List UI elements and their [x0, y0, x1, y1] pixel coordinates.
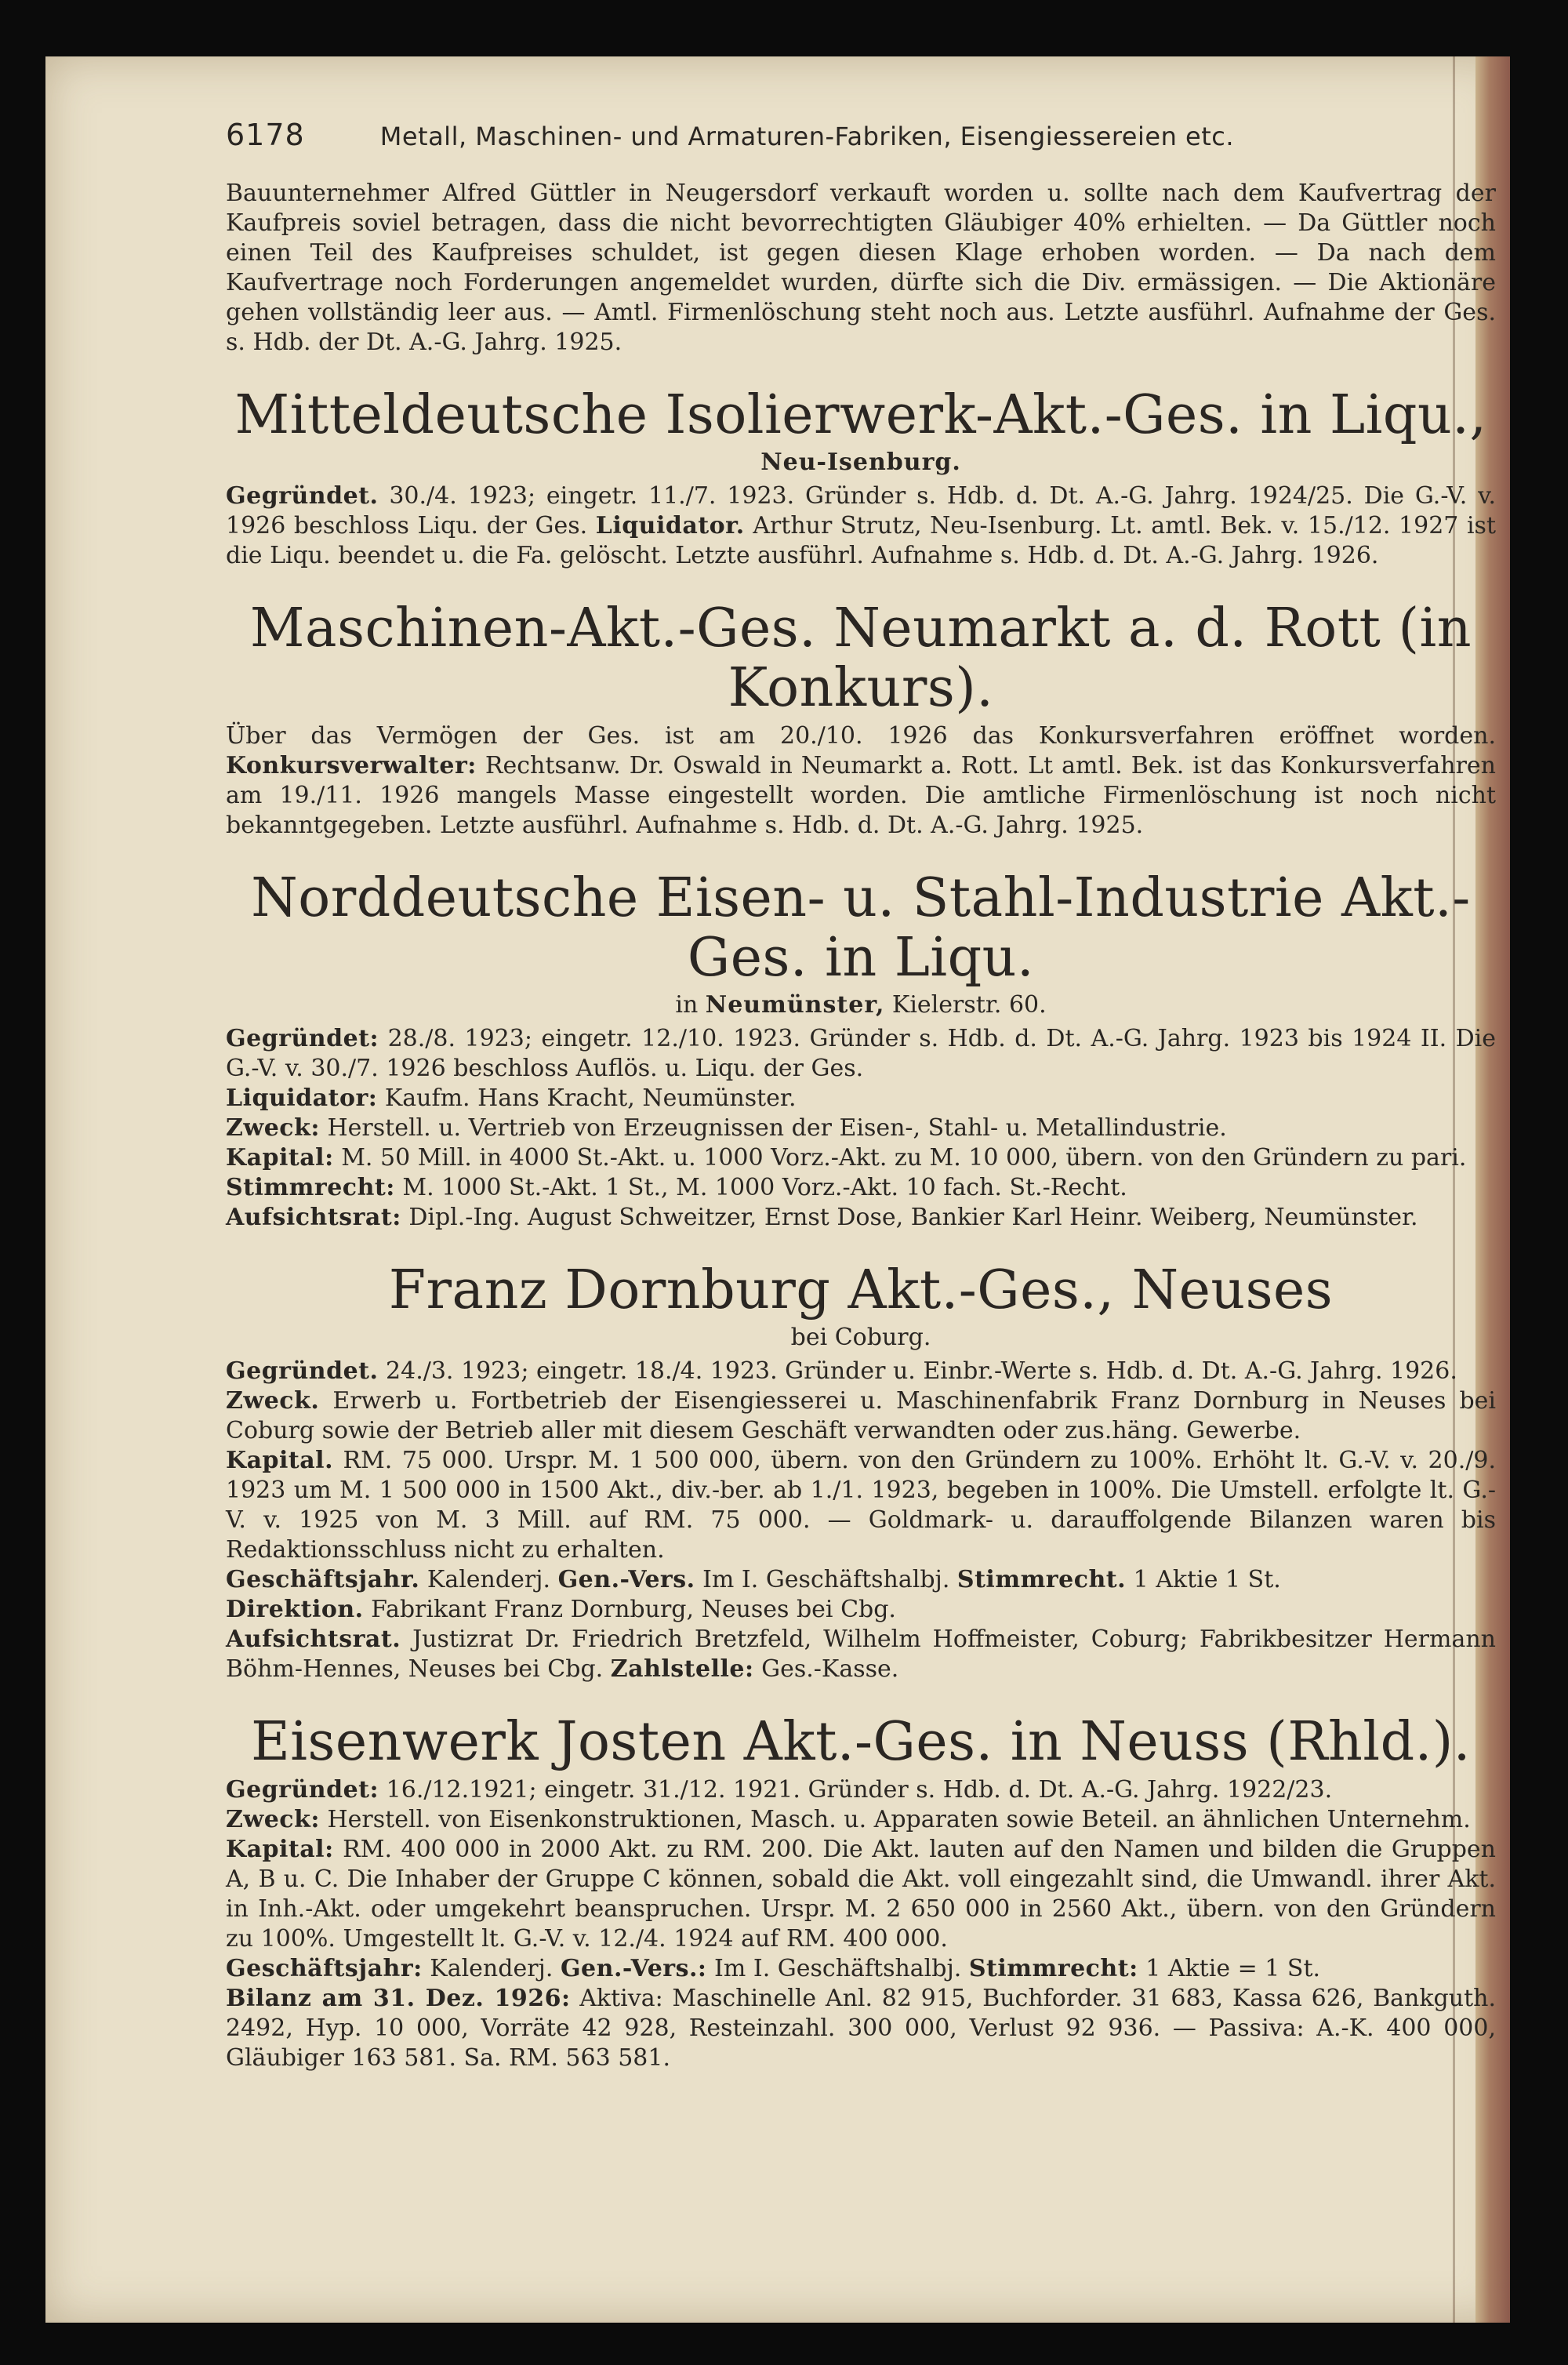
entry-heading-norddeutsche: Norddeutsche Eisen- u. Stahl-Industrie Akt.-Ges. in Liqu.: [251, 867, 1471, 989]
location-prefix: in: [675, 991, 706, 1019]
field-text: 30./4. 1923; eingetr. 11./7. 1923. Gründer s. Hdb. d. Dt. A.-G. Jahrg. 1924/25. Die G.-V. v. 1926 beschloss Liqu. der Ges.: [226, 482, 1496, 539]
field-label: Geschäftsjahr:: [226, 1955, 423, 1982]
running-title: Metall, Maschinen- und Armaturen-Fabriken, Eisengiessereien etc.: [379, 122, 1235, 151]
field-text: Kaufm. Hans Kracht, Neumünster.: [377, 1084, 797, 1112]
entry-heading-dornburg: Franz Dornburg Akt.-Ges., Neuses: [388, 1259, 1334, 1321]
field-label: Zweck:: [226, 1114, 320, 1142]
field-label: Zweck:: [226, 1806, 320, 1833]
field-text: RM. 75 000. Urspr. M. 1 500 000, übern. von den Gründern zu 100%. Erhöht lt. G.-V. v. 20./9. 1923 um M. 1 500 000 in 1500 Akt., div.-ber. ab 1./1. 1923, begeben in 100%. Die Umstell. erfolgte lt. G.-V. v. 1925 von M. 3 Mill. auf RM. 75 000. — Goldmark- u. darauffolgende Bilanzen waren bis Redaktionsschluss nicht zu erhalten.: [226, 1447, 1496, 1564]
field-text: Justizrat Dr. Friedrich Bretzfeld, Wilhelm Hoffmeister, Coburg; Fabrikbesitzer Hermann Böhm-Hennes, Neuses bei Cbg.: [226, 1626, 1496, 1683]
entry-paragraph: [226, 1143, 1496, 1173]
field-text: Kalenderj.: [419, 1566, 558, 1593]
entry-paragraph: [226, 1805, 1496, 1835]
location-suffix: Kielerstr. 60.: [884, 991, 1047, 1019]
field-label: Zahlstelle:: [610, 1655, 754, 1683]
entry-location: bei Coburg.: [790, 1324, 931, 1351]
field-label: Gen.-Vers.: [557, 1566, 695, 1593]
page-content: [226, 118, 1496, 2073]
field-text: Herstell. u. Vertrieb von Erzeugnissen der Eisen-, Stahl- u. Metallindustrie.: [319, 1114, 1227, 1142]
field-label: Aufsichtsrat.: [226, 1626, 401, 1653]
entry-paragraph: [226, 1595, 1496, 1625]
entry-heading-maschinen: Maschinen-Akt.-Ges. Neumarkt a. d. Rott (in Konkurs).: [249, 598, 1472, 719]
entry-paragraph: [226, 1203, 1496, 1233]
field-text: Herstell. von Eisenkonstruktionen, Masch. u. Apparaten sowie Beteil. an ähnlichen Unternehm.: [319, 1806, 1471, 1833]
entry-paragraph: [226, 1625, 1496, 1684]
field-label: Aufsichtsrat:: [226, 1204, 401, 1231]
field-label: Gegründet:: [226, 1776, 379, 1804]
field-text: Über das Vermögen der Ges. ist am 20./10. 1926 das Konkursverfahren eröffnet worden.: [226, 722, 1496, 750]
field-label: Kapital:: [226, 1144, 334, 1172]
entry-paragraph: [226, 1984, 1496, 2073]
field-label: Stimmrecht:: [968, 1955, 1138, 1982]
field-label: Direktion.: [226, 1596, 364, 1623]
field-text: 1 Aktie 1 St.: [1126, 1566, 1281, 1593]
entry-paragraph: [226, 1954, 1496, 1984]
field-text: Kalenderj.: [422, 1955, 561, 1982]
field-text: Fabrikant Franz Dornburg, Neuses bei Cbg.: [363, 1596, 896, 1623]
field-text: Erwerb u. Fortbetrieb der Eisengiesserei u. Maschinenfabrik Franz Dornburg in Neuses bei Coburg sowie der Betrieb aller mit diesem Geschäft verwandten oder zus.häng. Gewerbe.: [226, 1387, 1496, 1444]
field-label: Kapital.: [226, 1447, 334, 1474]
field-text: Arthur Strutz, Neu-Isenburg. Lt. amtl. Bek. v. 15./12. 1927 ist die Liqu. beendet u. die Fa. gelöscht. Letzte ausführl. Aufnahme s. Hdb. d. Dt. A.-G. Jahrg. 1926.: [226, 512, 1496, 569]
running-header: [226, 118, 1496, 152]
field-text: Ges.-Kasse.: [753, 1655, 899, 1683]
field-label: Geschäftsjahr.: [226, 1566, 420, 1593]
location-name: Neu-Isenburg.: [760, 449, 961, 476]
field-label: Stimmrecht:: [226, 1174, 395, 1201]
location-name: Neumünster,: [705, 991, 885, 1019]
field-text: 24./3. 1923; eingetr. 18./4. 1923. Gründer u. Einbr.-Werte s. Hdb. d. Dt. A.-G. Jahrg. 1926.: [378, 1357, 1457, 1385]
entry-paragraph: [226, 1775, 1496, 1805]
book-page: [45, 56, 1510, 2323]
entry-paragraph: [226, 1446, 1496, 1565]
entry-heading-mitteldeutsche: Mitteldeutsche Isolierwerk-Akt.-Ges. in Liqu.,: [234, 384, 1487, 446]
entry-paragraph: [226, 1357, 1496, 1386]
field-text: M. 50 Mill. in 4000 St.-Akt. u. 1000 Vorz.-Akt. zu M. 10 000, übern. von den Gründern zu pari.: [333, 1144, 1467, 1172]
entry-heading-josten: Eisenwerk Josten Akt.-Ges. in Neuss (Rhld.).: [251, 1711, 1471, 1773]
entry-location: [226, 449, 1496, 477]
entry-paragraph: [226, 1084, 1496, 1113]
entry-location: [226, 991, 1496, 1019]
entry-paragraph: [226, 721, 1496, 841]
field-label: Konkursverwalter:: [226, 752, 477, 779]
field-text: 28./8. 1923; eingetr. 12./10. 1923. Gründer s. Hdb. d. Dt. A.-G. Jahrg. 1923 bis 1924 II. Die G.-V. v. 30./7. 1926 beschloss Auflös. u. Liqu. der Ges.: [226, 1025, 1496, 1082]
entry-paragraph: [226, 1024, 1496, 1084]
page-number: 6178: [226, 118, 305, 152]
entry-paragraph: [226, 1386, 1496, 1446]
field-label: Zweck.: [226, 1387, 320, 1415]
field-label: Gegründet:: [226, 1025, 379, 1052]
field-text: Im I. Geschäftshalbj.: [706, 1955, 969, 1982]
field-label: Stimmrecht.: [956, 1566, 1127, 1593]
entry-paragraph: [226, 481, 1496, 571]
field-label: Gegründet.: [226, 1357, 379, 1385]
field-text: Rechtsanw. Dr. Oswald in Neumarkt a. Rott. Lt amtl. Bek. ist das Konkursverfahren am 19./11. 1926 mangels Masse eingestellt worden. Die amtliche Firmenlöschung ist noch nicht bekanntgegeben. Letzte ausführl. Aufnahme s. Hdb. d. Dt. A.-G. Jahrg. 1925.: [226, 752, 1496, 839]
field-label: Gen.-Vers.:: [560, 1955, 707, 1982]
entry-paragraph: [226, 1173, 1496, 1203]
field-label: Liquidator.: [595, 512, 745, 539]
entry-paragraph: [226, 1113, 1496, 1143]
field-text: RM. 400 000 in 2000 Akt. zu RM. 200. Die Akt. lauten auf den Namen und bilden die Gruppen A, B u. C. Die Inhaber der Gruppe C können, sobald die Akt. voll eingezahlt sind, die Umwandl. ihrer Akt. in Inh.-Akt. oder umgekehrt beanspruchen. Urspr. M. 2 650 000 in 2560 Akt., übern. von den Gründern zu 100%. Umgestellt lt. G.-V. v. 12./4. 1924 auf RM. 400 000.: [226, 1836, 1496, 1953]
field-label: Bilanz am 31. Dez. 1926:: [226, 1985, 571, 2012]
field-label: Gegründet.: [226, 482, 379, 510]
entry-paragraph: [226, 1835, 1496, 1954]
intro-paragraph: Bauunternehmer Alfred Güttler in Neugersdorf verkauft worden u. sollte nach dem Kaufvertrag der Kaufpreis soviel betragen, dass die nicht bevorrechtigten Gläubiger 40% erhielten. — Da Güttler noch einen Teil des Kaufpreises schuldet, ist gegen diesen Klage erhoben worden. — Da nach dem Kaufvertrage noch Forderungen angemeldet wurden, dürfte sich die Div. ermässigen. — Die Aktionäre gehen vollständig leer aus. — Amtl. Firmenlöschung steht noch aus. Letzte ausführl. Aufnahme der Ges. s. Hdb. der Dt. A.-G. Jahrg. 1925.: [226, 180, 1496, 356]
field-text: 16./12.1921; eingetr. 31./12. 1921. Gründer s. Hdb. d. Dt. A.-G. Jahrg. 1922/23.: [379, 1776, 1333, 1804]
field-label: Liquidator:: [226, 1084, 378, 1112]
field-text: Aktiva: Maschinelle Anl. 82 915, Buchforder. 31 683, Kassa 626, Bankguth. 2492, Hyp. 10 000, Vorräte 42 928, Resteinzahl. 300 000, Verlust 92 936. — Passiva: A.-K. 400 000, Gläubiger 163 581. Sa. RM. 563 581.: [226, 1985, 1496, 2072]
field-text: Im I. Geschäftshalbj.: [695, 1566, 957, 1593]
field-text: Dipl.-Ing. August Schweitzer, Ernst Dose, Bankier Karl Heinr. Weiberg, Neumünster.: [401, 1204, 1418, 1231]
field-text: 1 Aktie = 1 St.: [1138, 1955, 1321, 1982]
field-text: M. 1000 St.-Akt. 1 St., M. 1000 Vorz.-Akt. 10 fach. St.-Recht.: [394, 1174, 1127, 1201]
entry-paragraph: [226, 1565, 1496, 1595]
field-label: Kapital:: [226, 1836, 334, 1863]
